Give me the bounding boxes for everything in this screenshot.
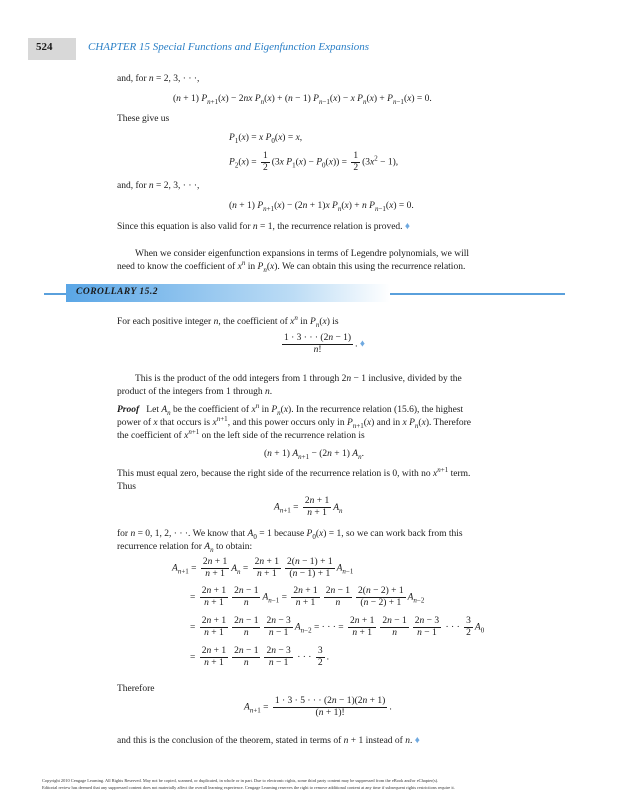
corollary-title: COROLLARY 15.2	[76, 287, 158, 297]
must-equal-zero-line: This must equal zero, because the right side of the recurrence relation is 0, with no $x^{n+1}$ term.	[117, 465, 471, 479]
recurrence-equation-2: (n + 1) $P_{n+1}(x) - (2n + 1)x$ $P_n(x) + n$ $P_{n-1}(x) = 0$.	[229, 201, 414, 213]
product-line-2: product of the integers from 1 through n.	[117, 387, 273, 397]
final-equation: $A_{n+1}$ = $\frac{1 \cdot 3 \cdot 5 \cdot \cdot \cdot (2n - 1)(2n + 1)}{(n + 1)!}$ .	[244, 696, 392, 718]
recurrence-equation-1: (n + 1) $P_{n+1}(x) - 2nx$ $P_n(x) + (n - 1) P_{n-1}(x) - x$ $P_n(x) + P_{n-1}(x) = 0$.	[173, 94, 432, 106]
these-give-us: These give us	[117, 114, 170, 124]
work-back-line-1: for n = 0, 1, 2, · · ·. We know that $A_0 = 1$ because $P_0(x) = 1$, so we can work back from this	[117, 529, 463, 541]
a-recurrence-equation: $A_{n+1}$ = $\frac{2n + 1}{n + 1}$ $A_n$	[274, 496, 343, 518]
derivation-line-2: = $\frac{2n + 1}{n + 1}$ $\frac{2n - 1}{n}$ $A_{n-1}$ = $\frac{2n + 1}{n + 1}$ $\frac{2n - 1}{n}$ $\frac{2(n - 2) + 1}{(n - 2) + 1}$ $A_{n-2}$	[190, 586, 425, 608]
equation-p1: $P_1(x) = x$ $P_0(x) = x$,	[229, 133, 303, 145]
product-line-1: This is the product of the odd integers from 1 through 2n − 1 inclusive, divided by the	[135, 374, 462, 384]
thus-label: Thus	[117, 482, 136, 492]
corollary-rule-left	[44, 293, 66, 295]
and-for-n-line: and, for n = 2, 3, · · ·,	[117, 74, 200, 84]
corollary-statement: For each positive integer n, the coefficient of $x^n$ in $P_n(x)$ is	[117, 313, 339, 329]
work-back-line-2: recurrence relation for $A_n$ to obtain:	[117, 542, 253, 554]
proof-line-1: Proof Let $A_n$ be the coefficient of $x^n$ in $P_n(x)$. In the recurrence relation (15.6), the highest	[117, 401, 464, 417]
copyright-line-1: Copyright 2010 Cengage Learning. All Rights Reserved. May not be copied, scanned, or duplicated, in whole or in part. Due to electronic rights, some third party content may be suppressed from the eBook and/or eChapter(s).	[42, 778, 439, 783]
legendre-paragraph-line-1: When we consider eigenfunction expansions in terms of Legendre polynomials, we will	[135, 249, 469, 259]
derivation-line-4: = $\frac{2n + 1}{n + 1}$ $\frac{2n - 1}{n}$ $\frac{2n - 3}{n - 1}$ · · · $\frac{3}{2}$ .	[190, 646, 329, 668]
therefore-label: Therefore	[117, 684, 155, 694]
corollary-formula: $\frac{1 \cdot 3 \cdot \cdot \cdot (2n - 1)}{n!}$ . ♦	[284, 333, 365, 355]
conclusion-line: and this is the conclusion of the theorem, stated in terms of n + 1 instead of n. ♦	[117, 735, 420, 746]
corollary-diamond-icon: ♦	[359, 338, 365, 350]
chapter-heading: CHAPTER 15 Special Functions and Eigenfunction Expansions	[88, 41, 370, 53]
final-diamond-icon: ♦	[414, 735, 420, 746]
copyright-line-2: Editorial review has deemed that any suppressed content does not materially affect the overall learning experience. Cengage Learning reserves the right to remove additional content at any time if subsequent rights restrictions require it.	[42, 785, 455, 790]
derivation-line-1: $A_{n+1}$ = $\frac{2n + 1}{n + 1}$ $A_n$ = $\frac{2n + 1}{n + 1}$ $\frac{2(n - 1) + 1}{(n - 1) + 1}$ $A_{n-1}$	[172, 557, 354, 579]
equation-p2: $P_2(x)$ = $\frac{1}{2}$ (3x $P_1(x) - P_0(x)$) = $\frac{1}{2}$ $(3x^2 - 1)$,	[229, 151, 399, 173]
corollary-rule-right	[390, 293, 565, 295]
coefficient-equation: (n + 1) $A_{n+1} - (2n + 1)$ $A_n$.	[264, 449, 364, 461]
derivation-line-3: = $\frac{2n + 1}{n + 1}$ $\frac{2n - 1}{n}$ $\frac{2n - 3}{n - 1}$ $A_{n-2}$ = · · · = $\frac{2n + 1}{n + 1}$ $\frac{2n - 1}{n}$ $\frac{2n - 3}{n - 1}$ · · · $\frac{3}{2}$ $A_0$	[190, 616, 485, 638]
and-for-n-line-2: and, for n = 2, 3, · · ·,	[117, 181, 200, 191]
legendre-paragraph-line-2: need to know the coefficient of $x^n$ in $P_n(x)$. We can obtain this using the recurrence relation.	[117, 258, 466, 274]
proof-label: Proof	[117, 405, 140, 415]
end-of-proof-diamond-icon: ♦	[404, 221, 411, 232]
since-valid-text: Since this equation is also valid for n = 1, the recurrence relation is proved. ♦	[117, 221, 411, 232]
proof-line-3: the coefficient of $x^{n+1}$ on the left side of the recurrence relation is	[117, 427, 365, 441]
proof-line-2: power of x that occurs is $x^{n+1}$, and this power occurs only in $P_{n+1}(x)$ and in x $P_n(x)$. Therefore	[117, 414, 471, 430]
page-number: 524	[36, 41, 53, 53]
